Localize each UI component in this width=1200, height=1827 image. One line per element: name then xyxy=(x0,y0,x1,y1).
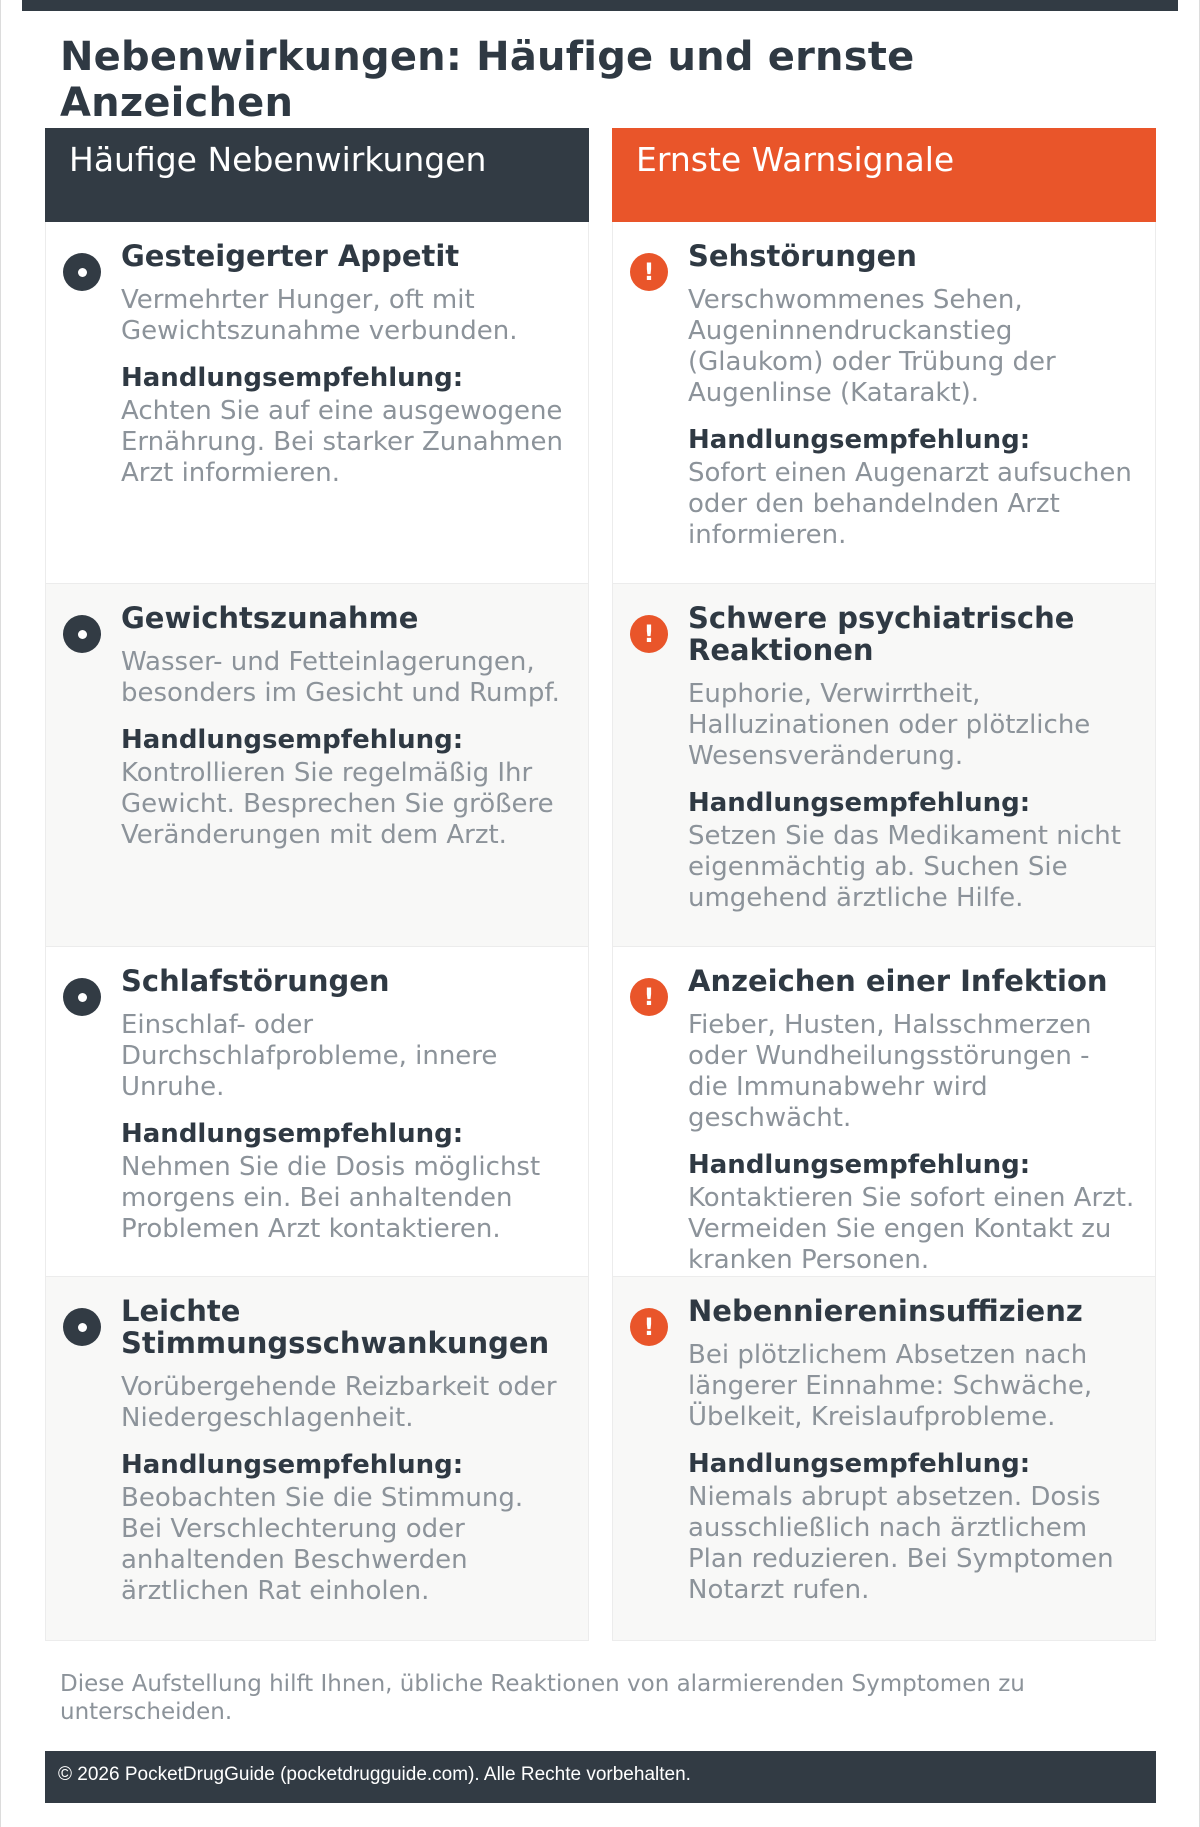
recommendation-text: Setzen Sie das Medikament nicht eigenmächtig ab. Suchen Sie umgehend ärztliche Hilfe. xyxy=(688,821,1121,913)
recommendation-text: Achten Sie auf eine ausgewogene Ernährung. Bei starker Zunahmen Arzt informieren. xyxy=(121,396,563,488)
recommendation-label: Handlungsempfehlung: xyxy=(121,1450,464,1480)
copyright-footer xyxy=(45,1751,1156,1803)
exclamation-circle-icon: ! xyxy=(630,978,668,1016)
dot-circle-icon xyxy=(63,1308,101,1346)
recommendation-text: Beobachten Sie die Stimmung. Bei Verschlechterung oder anhaltenden Beschwerden ärztlichen Rat einholen. xyxy=(121,1483,524,1606)
dot-circle-icon xyxy=(63,253,101,291)
warning-card xyxy=(612,222,1156,584)
recommendation-label: Handlungsempfehlung: xyxy=(688,788,1031,818)
card-title: Anzeichen einer Infektion xyxy=(688,964,1108,998)
card-title: Sehstörungen xyxy=(688,239,917,273)
card-description: Vorübergehende Reizbarkeit oder Niedergeschlagenheit. xyxy=(121,1372,557,1433)
warning-card xyxy=(612,1277,1156,1641)
exclamation-circle-icon: ! xyxy=(630,253,668,291)
card-description: Wasser- und Fetteinlagerungen, besonders im Gesicht und Rumpf. xyxy=(121,647,560,708)
side-effect-card xyxy=(45,947,589,1277)
recommendation-label: Handlungsempfehlung: xyxy=(688,1150,1031,1180)
recommendation-text: Niemals abrupt absetzen. Dosis ausschließlich nach ärztlichem Plan reduzieren. Bei Symptomen Notarzt rufen. xyxy=(688,1482,1114,1605)
warning-card xyxy=(612,584,1156,947)
recommendation-label: Handlungsempfehlung: xyxy=(121,363,464,393)
exclamation-circle-icon: ! xyxy=(630,1308,668,1346)
dot-circle-icon xyxy=(63,615,101,653)
card-description: Fieber, Husten, Halsschmerzen oder Wundheilungsstörungen - die Immunabwehr wird geschwächt. xyxy=(688,1010,1092,1133)
recommendation-text: Kontaktieren Sie sofort einen Arzt. Vermeiden Sie engen Kontakt zu kranken Personen. xyxy=(688,1183,1135,1275)
card-description: Euphorie, Verwirrtheit, Halluzinationen oder plötzliche Wesensveränderung. xyxy=(688,679,1091,771)
recommendation-label: Handlungsempfehlung: xyxy=(121,725,464,755)
side-effect-card xyxy=(45,1277,589,1641)
card-title: Gesteigerter Appetit xyxy=(121,239,460,273)
card-description: Verschwommenes Sehen, Augeninnendruckanstieg (Glaukom) oder Trübung der Augenlinse (Katarakt). xyxy=(688,285,1056,408)
recommendation-text: Sofort einen Augenarzt aufsuchen oder den behandelnden Arzt informieren. xyxy=(688,458,1132,550)
recommendation-label: Handlungsempfehlung: xyxy=(688,1449,1031,1479)
card-title: Schwere psychiatrische Reaktionen xyxy=(688,601,1075,667)
common-column-header: Häufige Nebenwirkungen xyxy=(45,128,589,222)
card-description: Vermehrter Hunger, oft mit Gewichtszunahme verbunden. xyxy=(121,285,518,346)
footnote: Diese Aufstellung hilft Ihnen, übliche Reaktionen von alarmierenden Symptomen zu unterscheiden. xyxy=(60,1671,1025,1725)
card-title: Gewichtszunahme xyxy=(121,601,419,635)
serious-warnings-column xyxy=(612,128,1156,1641)
common-side-effects-column xyxy=(45,128,589,1641)
recommendation-text: Kontrollieren Sie regelmäßig Ihr Gewicht. Besprechen Sie größere Veränderungen mit dem Arzt. xyxy=(121,758,554,850)
serious-column-header: Ernste Warnsignale xyxy=(612,128,1156,222)
dot-circle-icon xyxy=(63,978,101,1016)
card-title: Nebenniereninsuffizienz xyxy=(688,1294,1083,1328)
warning-card xyxy=(612,947,1156,1277)
card-description: Einschlaf- oder Durchschlafprobleme, innere Unruhe. xyxy=(121,1010,498,1102)
card-title: Leichte Stimmungsschwankungen xyxy=(121,1294,550,1360)
recommendation-label: Handlungsempfehlung: xyxy=(688,425,1031,455)
exclamation-circle-icon: ! xyxy=(630,615,668,653)
recommendation-text: Nehmen Sie die Dosis möglichst morgens ein. Bei anhaltenden Problemen Arzt kontaktieren. xyxy=(121,1152,541,1244)
top-accent-bar xyxy=(22,0,1178,11)
card-title: Schlafstörungen xyxy=(121,964,390,998)
card-description: Bei plötzlichem Absetzen nach längerer Einnahme: Schwäche, Übelkeit, Kreislaufprobleme. xyxy=(688,1340,1093,1432)
side-effect-card xyxy=(45,222,589,584)
copyright-text: © 2026 PocketDrugGuide (pocketdrugguide.com). Alle Rechte vorbehalten. xyxy=(58,1764,691,1785)
recommendation-label: Handlungsempfehlung: xyxy=(121,1119,464,1149)
page-title: Nebenwirkungen: Häufige und ernste Anzeichen xyxy=(60,34,915,126)
side-effect-card xyxy=(45,584,589,947)
